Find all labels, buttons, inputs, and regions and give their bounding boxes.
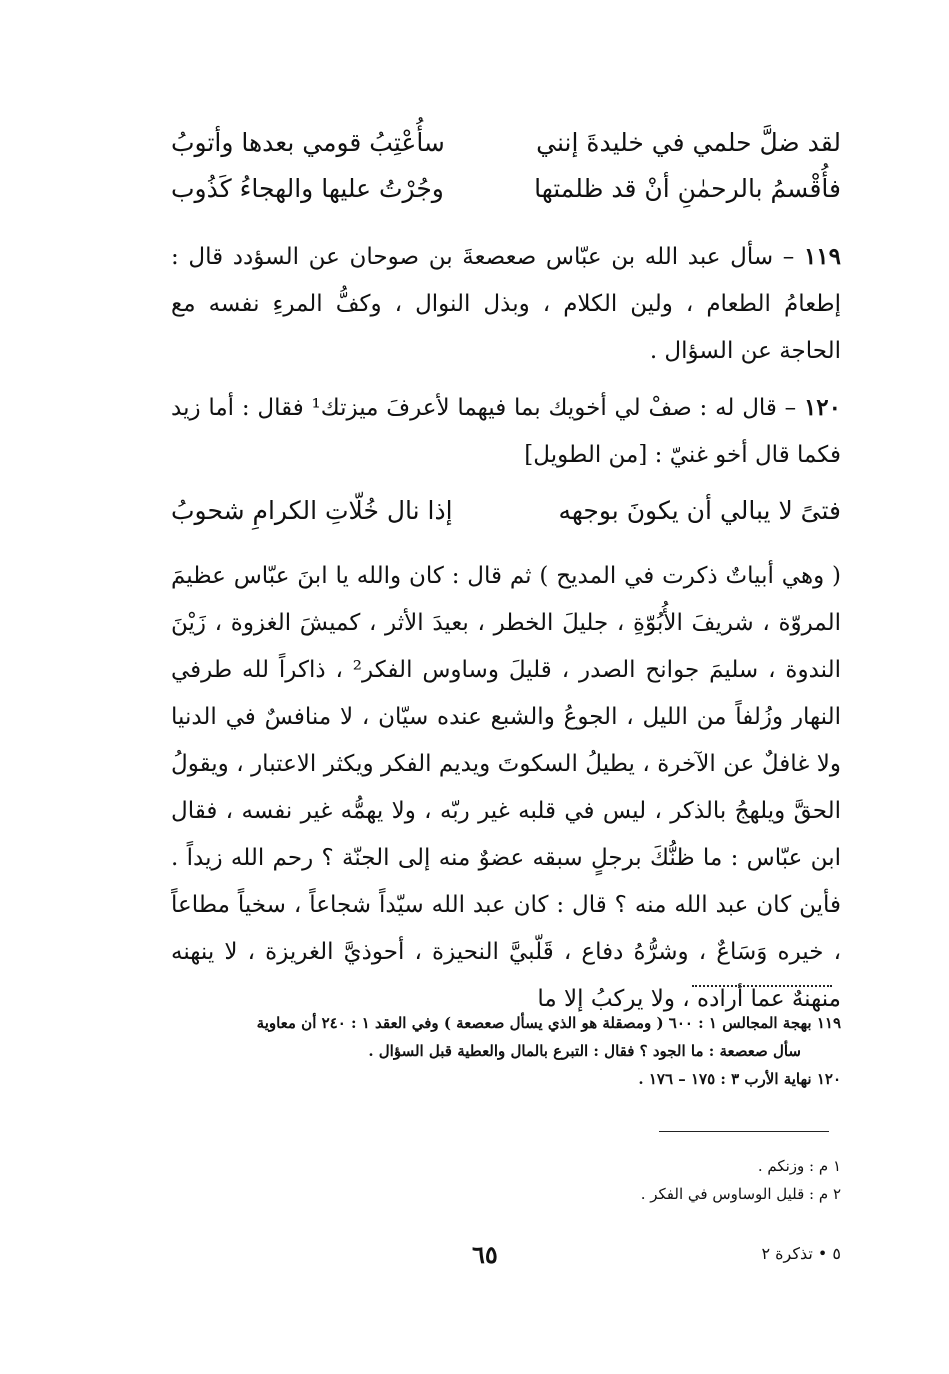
footnote-line: سأل صعصعة : ما الجود ؟ فقال : التبرع بالمال والعطية قبل السؤال .	[368, 1042, 801, 1060]
apparatus-note: ١ م : وزنكم .	[757, 1157, 841, 1175]
signature-mark: ٥ • تذكرة ٢	[761, 1244, 841, 1263]
entry-text: – سأل عبد الله بن عبّاس صعصعةَ بن صوحان عن السؤدد قال : إطعامُ الطعام ، ولين الكلام ، وبذل النوال ، وكفُّ المرءِ نفسه مع الحاجة عن السؤال .	[171, 244, 841, 364]
poem-hemistich: فتىً لا يبالي أن يكونَ بوجهه	[558, 496, 841, 525]
footnote-number: ١١٩	[816, 1014, 841, 1032]
poem-line	[171, 496, 841, 525]
footnote-line: ١٢٠ نهاية الأرب ٣ : ١٧٥ – ١٧٦ .	[638, 1070, 841, 1088]
poem-hemistich: وجُرْتُ عليها والهجاءُ كَذُوب	[171, 174, 444, 203]
page-number: ٦٥	[472, 1240, 498, 1269]
poem-hemistich: سأُعْتِبُ قومي بعدها وأتوبُ	[171, 128, 445, 157]
poem-hemistich: فأُقْسمُ بالرحمٰنِ أنْ قد ظلمتها	[534, 174, 841, 203]
entry-120	[171, 384, 841, 479]
entry-number: ١٢٠	[803, 394, 842, 421]
entry-number: ١١٩	[803, 243, 841, 270]
footnote-number: ١٢٠	[816, 1070, 841, 1088]
poem-hemistich: لقد ضلَّ حلمي في خليدةَ إنني	[536, 128, 841, 157]
footnote-separator	[692, 985, 832, 987]
footnote-119	[171, 1009, 841, 1093]
apparatus-note: ٢ م : قليل الوساوس في الفكر .	[640, 1185, 841, 1203]
body-paragraph: ( وهي أبياتٌ ذكرت في المديح ) ثم قال : كان والله يا ابنَ عبّاس عظيمَ المروّة ، شريفَ الأُبُوّةِ ، جليلَ الخطر ، بعيدَ الأثر ، كميشَ الغزوة ، زَيْنَ الندوة ، سليمَ جوانح الصدر ، قليلَ وساوس الفكر² ، ذاكراً لله طرفي النهار وزُلفاً من الليل ، الجوعُ والشبع عنده سيّان ، لا منافسٌ في الدنيا ولا غافلٌ عن الآخرة ، يطيلُ السكوتَ ويديم الفكر ويكثر الاعتبار ، ويقولُ الحقَّ ويلهجُ بالذكر ، ليس في قلبه غير ربّه ، ولا يهمُّه غير نفسه ، فقال ابن عبّاس : ما ظنُّكَ برجلٍ سبقه عضوٌ منه إلى الجنّة ؟ رحم الله زيداً . فأين كان عبد الله منه ؟ قال : كان عبد الله سيّداً شجاعاً ، سخياً مطاعاً ، خيره وَسَاعٌ ، وشرُّهُ دفاع ، قَلّبيَّ النحيزة ، أحوذيَّ الغريزة ، لا ينهنه منهنهٌ عما أراده ، ولا يركبُ إلا ما	[171, 563, 841, 1012]
poem-line	[171, 128, 841, 157]
poem-hemistich: إذا نال خُلّاتِ الكرامِ شحوبُ	[171, 496, 453, 525]
entry-119	[171, 233, 841, 375]
footnote-line: ١١٩ بهجة المجالس ١ : ٦٠٠ ( ومصقلة هو الذي يسأل صعصعة ) وفي العقد ١ : ٢٤٠ أن معاوية	[256, 1014, 841, 1032]
poem-line	[171, 174, 841, 203]
notes-separator	[659, 1131, 829, 1132]
entry-text: – قال له : صفْ لي أخويك بما فيهما لأعرفَ ميزتك¹ فقال : أما زيد فكما قال أخو غنيّ : [من الطويل]	[171, 395, 841, 468]
